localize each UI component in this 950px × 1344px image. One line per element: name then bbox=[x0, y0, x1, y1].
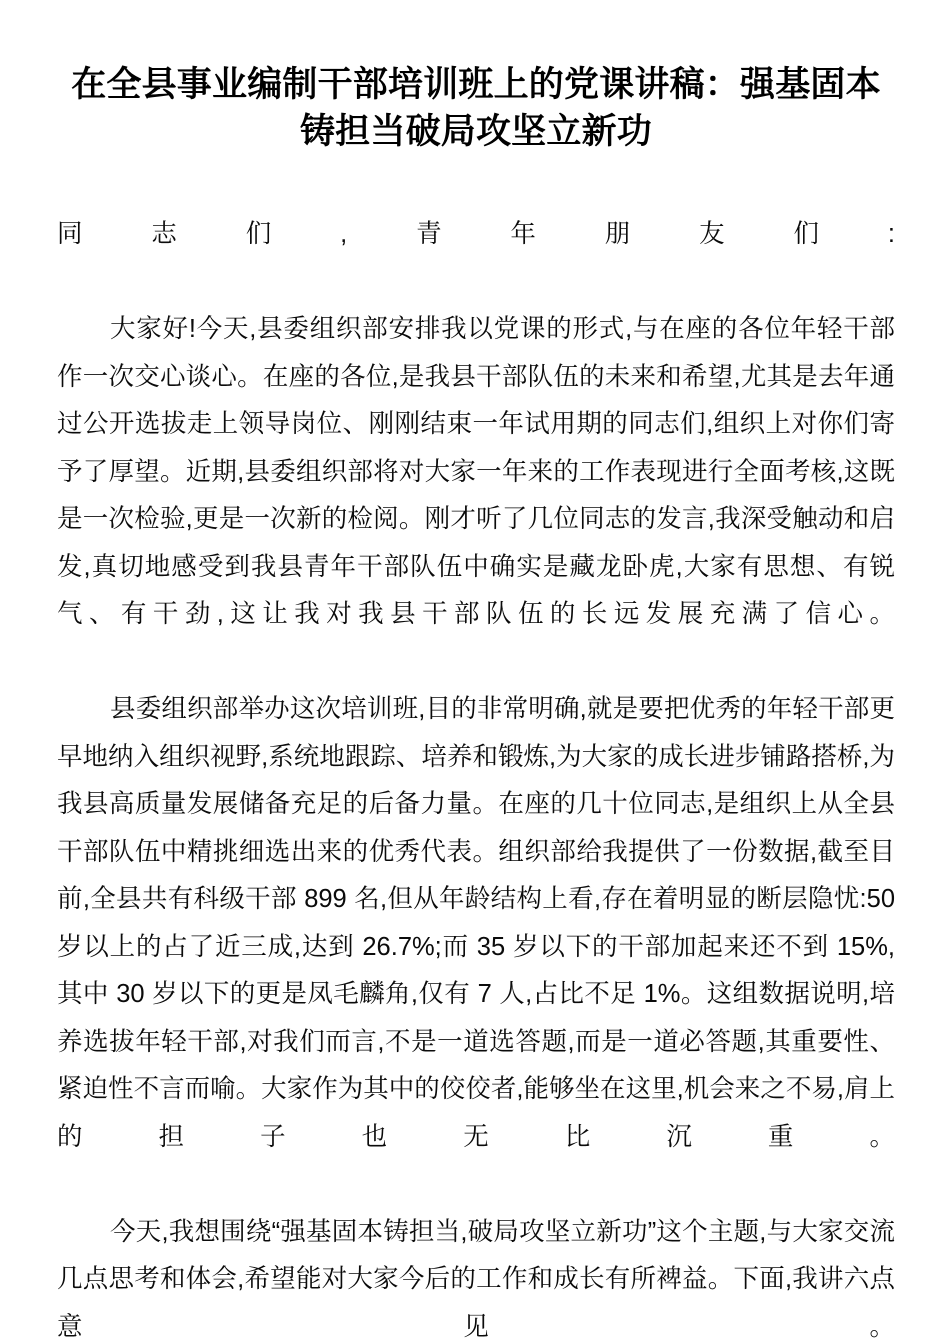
title-spacer bbox=[57, 155, 895, 211]
paragraph-1: 大家好!今天,县委组织部安排我以党课的形式,与在座的各位年轻干部作一次交心谈心。在座的各位,是我县干部队伍的未来和希望,尤其是去年通过公开选拔走上领导岗位、刚刚结束一年试用期的同志们,组织上对你们寄予了厚望。近期,县委组织部将对大家一年来的工作表现进行全面考核,这既是一次检验,更是一次新的检阅。刚才听了几位同志的发言,我深受触动和启发,真切地感受到我县青年干部队伍中确实是藏龙卧虎,大家有思想、有锐气、有干劲,这让我对我县干部队伍的长远发展充满了信心。 bbox=[57, 315, 895, 628]
paragraph-3: 今天,我想围绕“强基固本铸担当,破局攻坚立新功”这个主题,与大家交流几点思考和体会,希望能对大家今后的工作和成长有所裨益。下面,我讲六点意见。 bbox=[57, 1217, 895, 1341]
paragraph-2: 县委组织部举办这次培训班,目的非常明确,就是要把优秀的年轻干部更早地纳入组织视野,系统地跟踪、培养和锻炼,为大家的成长进步铺路搭桥,为我县高质量发展储备充足的后备力量。在座的几十位同志,是组织上从全县干部队伍中精挑细选出来的优秀代表。组织部给我提供了一份数据,截至目前,全县共有科级干部 899 名,但从年龄结构上看,存在着明显的断层隐忧:50 岁以上的占了近三成,达到 26.7%;而 35 岁以下的干部加起来还不到 15%,其中 30 岁以下的更是凤毛麟角,仅有 7 人,占比不足 1%。这组数据说明,培养选拔年轻干部,对我们而言,不是一道选答题,而是一道必答题,其重要性、紧迫性不言而喻。大家作为其中的佼佼者,能够坐在这里,机会来之不易,肩上的担子也无比沉重。 bbox=[57, 695, 895, 1151]
salutation: 同志们,青年朋友们: bbox=[57, 220, 895, 248]
document-body bbox=[57, 0, 895, 1344]
page-title bbox=[57, 0, 895, 155]
page-title-line-2: 铸担当破局攻坚立新功 bbox=[299, 112, 652, 151]
page-title-line-1: 在全县事业编制干部培训班上的党课讲稿：强基固本 bbox=[71, 65, 881, 104]
